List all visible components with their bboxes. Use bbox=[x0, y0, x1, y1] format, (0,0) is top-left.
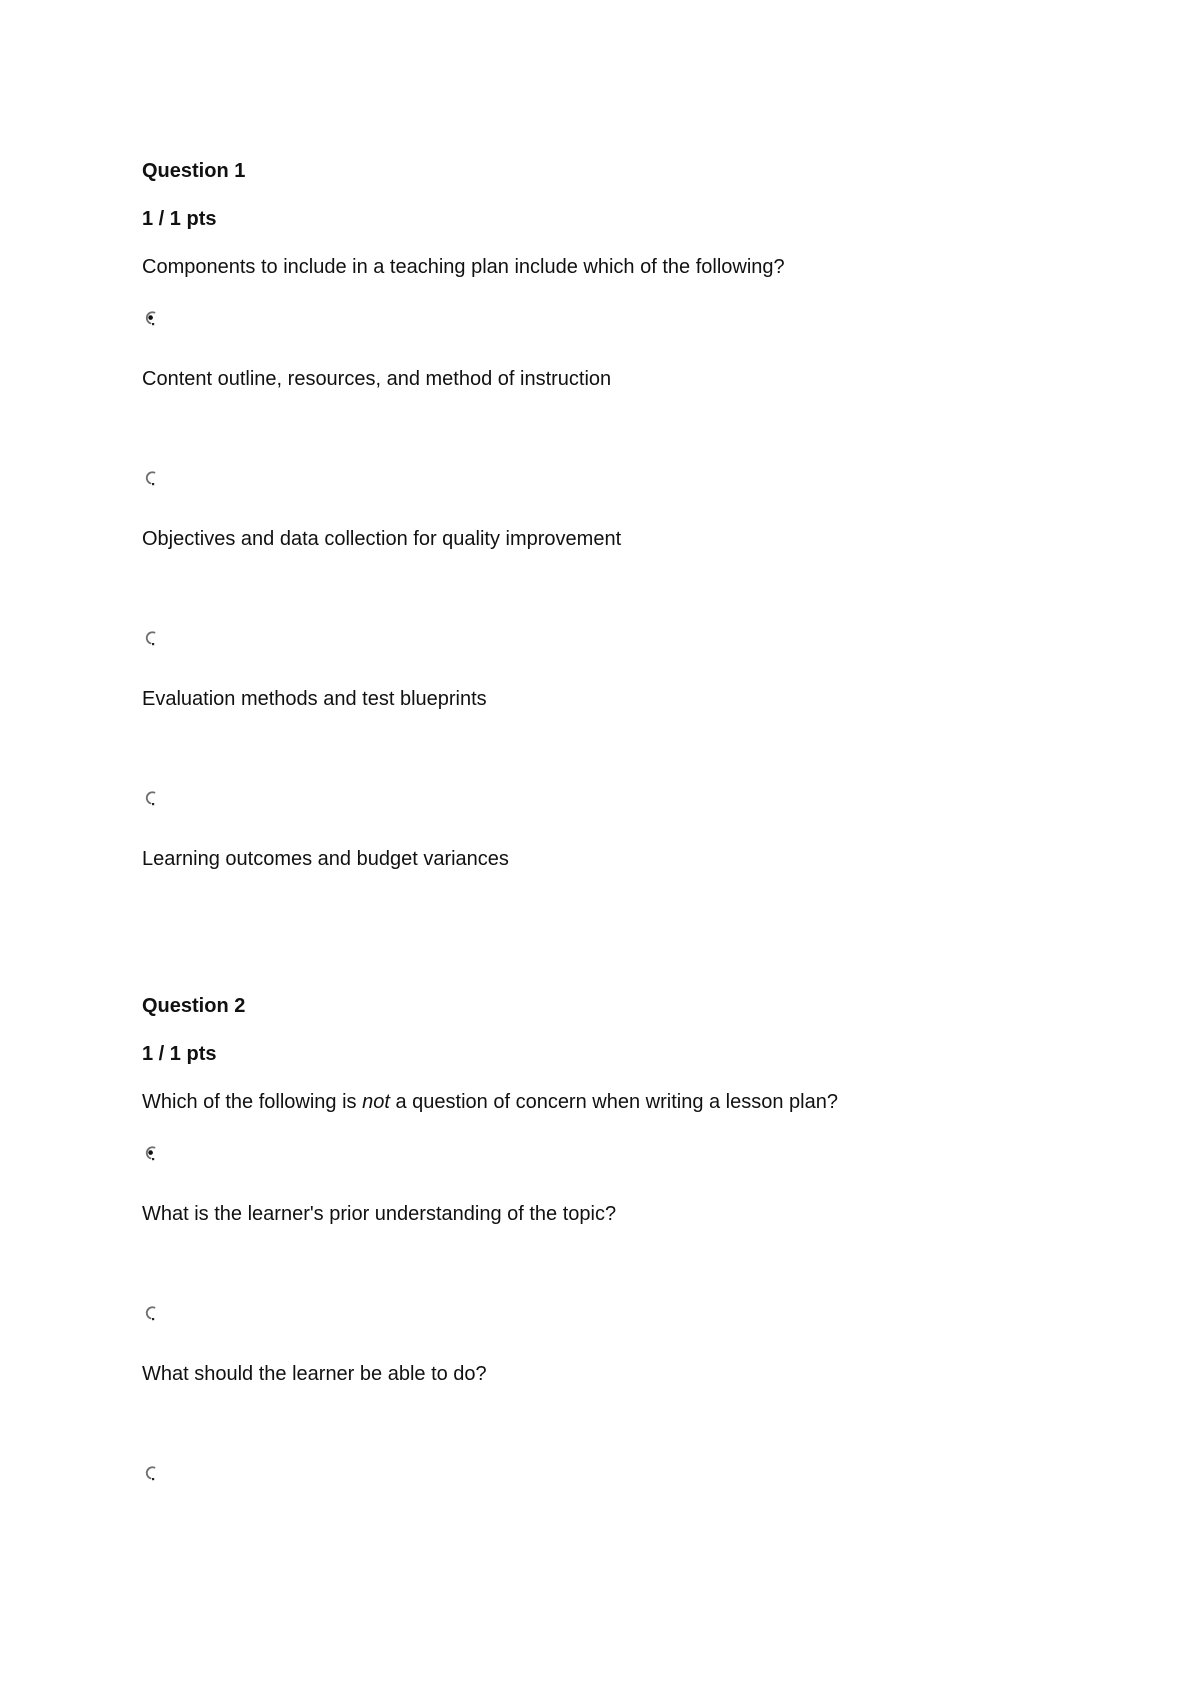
radio-outline bbox=[147, 1307, 155, 1318]
radio-circle bbox=[144, 1305, 158, 1321]
radio-circle bbox=[144, 470, 158, 486]
question-title: Question 1 bbox=[142, 160, 246, 182]
radio-edge-mark bbox=[152, 323, 154, 325]
question-points: 1 / 1 pts bbox=[142, 1043, 217, 1065]
answer-option-label: Learning outcomes and budget variances bbox=[142, 848, 509, 870]
radio-edge-mark bbox=[152, 803, 154, 805]
radio-circle bbox=[144, 310, 158, 326]
question-text-emphasis: not bbox=[362, 1091, 390, 1113]
answer-option-label: What should the learner be able to do? bbox=[142, 1363, 487, 1385]
answer-option-label: What is the learner's prior understanding of the topic? bbox=[142, 1203, 617, 1225]
question-text bbox=[142, 255, 785, 279]
radio-edge-mark bbox=[152, 483, 154, 485]
radio-outline bbox=[147, 472, 155, 483]
question-points: 1 / 1 pts bbox=[142, 208, 217, 230]
radio-circle bbox=[144, 790, 158, 806]
answer-option-label: Content outline, resources, and method of instruction bbox=[142, 368, 612, 390]
radio-selected-dot bbox=[148, 1150, 153, 1155]
radio-button-icon[interactable] bbox=[144, 470, 158, 486]
radio-button-icon[interactable] bbox=[144, 1145, 158, 1161]
radio-edge-mark bbox=[152, 1478, 154, 1480]
radio-circle bbox=[144, 1465, 158, 1481]
radio-button-icon[interactable] bbox=[144, 310, 158, 326]
question-text-part: Which of the following is bbox=[142, 1091, 363, 1113]
radio-circle bbox=[144, 630, 158, 646]
answer-option-label: Objectives and data collection for quality improvement bbox=[142, 528, 622, 550]
radio-button-icon[interactable] bbox=[144, 1305, 158, 1321]
radio-button-icon[interactable] bbox=[144, 790, 158, 806]
answer-option-label: Evaluation methods and test blueprints bbox=[142, 688, 487, 710]
radio-edge-mark bbox=[152, 1318, 154, 1320]
question-text-part: a question of concern when writing a lesson plan? bbox=[389, 1091, 838, 1113]
question-text-part: Components to include in a teaching plan include which of the following? bbox=[142, 256, 785, 278]
radio-edge-mark bbox=[152, 1158, 154, 1160]
radio-outline bbox=[147, 1467, 155, 1478]
radio-outline bbox=[147, 792, 155, 803]
radio-edge-mark bbox=[152, 643, 154, 645]
question-text bbox=[142, 1090, 838, 1114]
radio-button-icon[interactable] bbox=[144, 630, 158, 646]
radio-selected-dot bbox=[148, 315, 153, 320]
question-title: Question 2 bbox=[142, 995, 246, 1017]
radio-button-icon[interactable] bbox=[144, 1465, 158, 1481]
radio-circle bbox=[144, 1145, 158, 1161]
radio-outline bbox=[147, 632, 155, 643]
